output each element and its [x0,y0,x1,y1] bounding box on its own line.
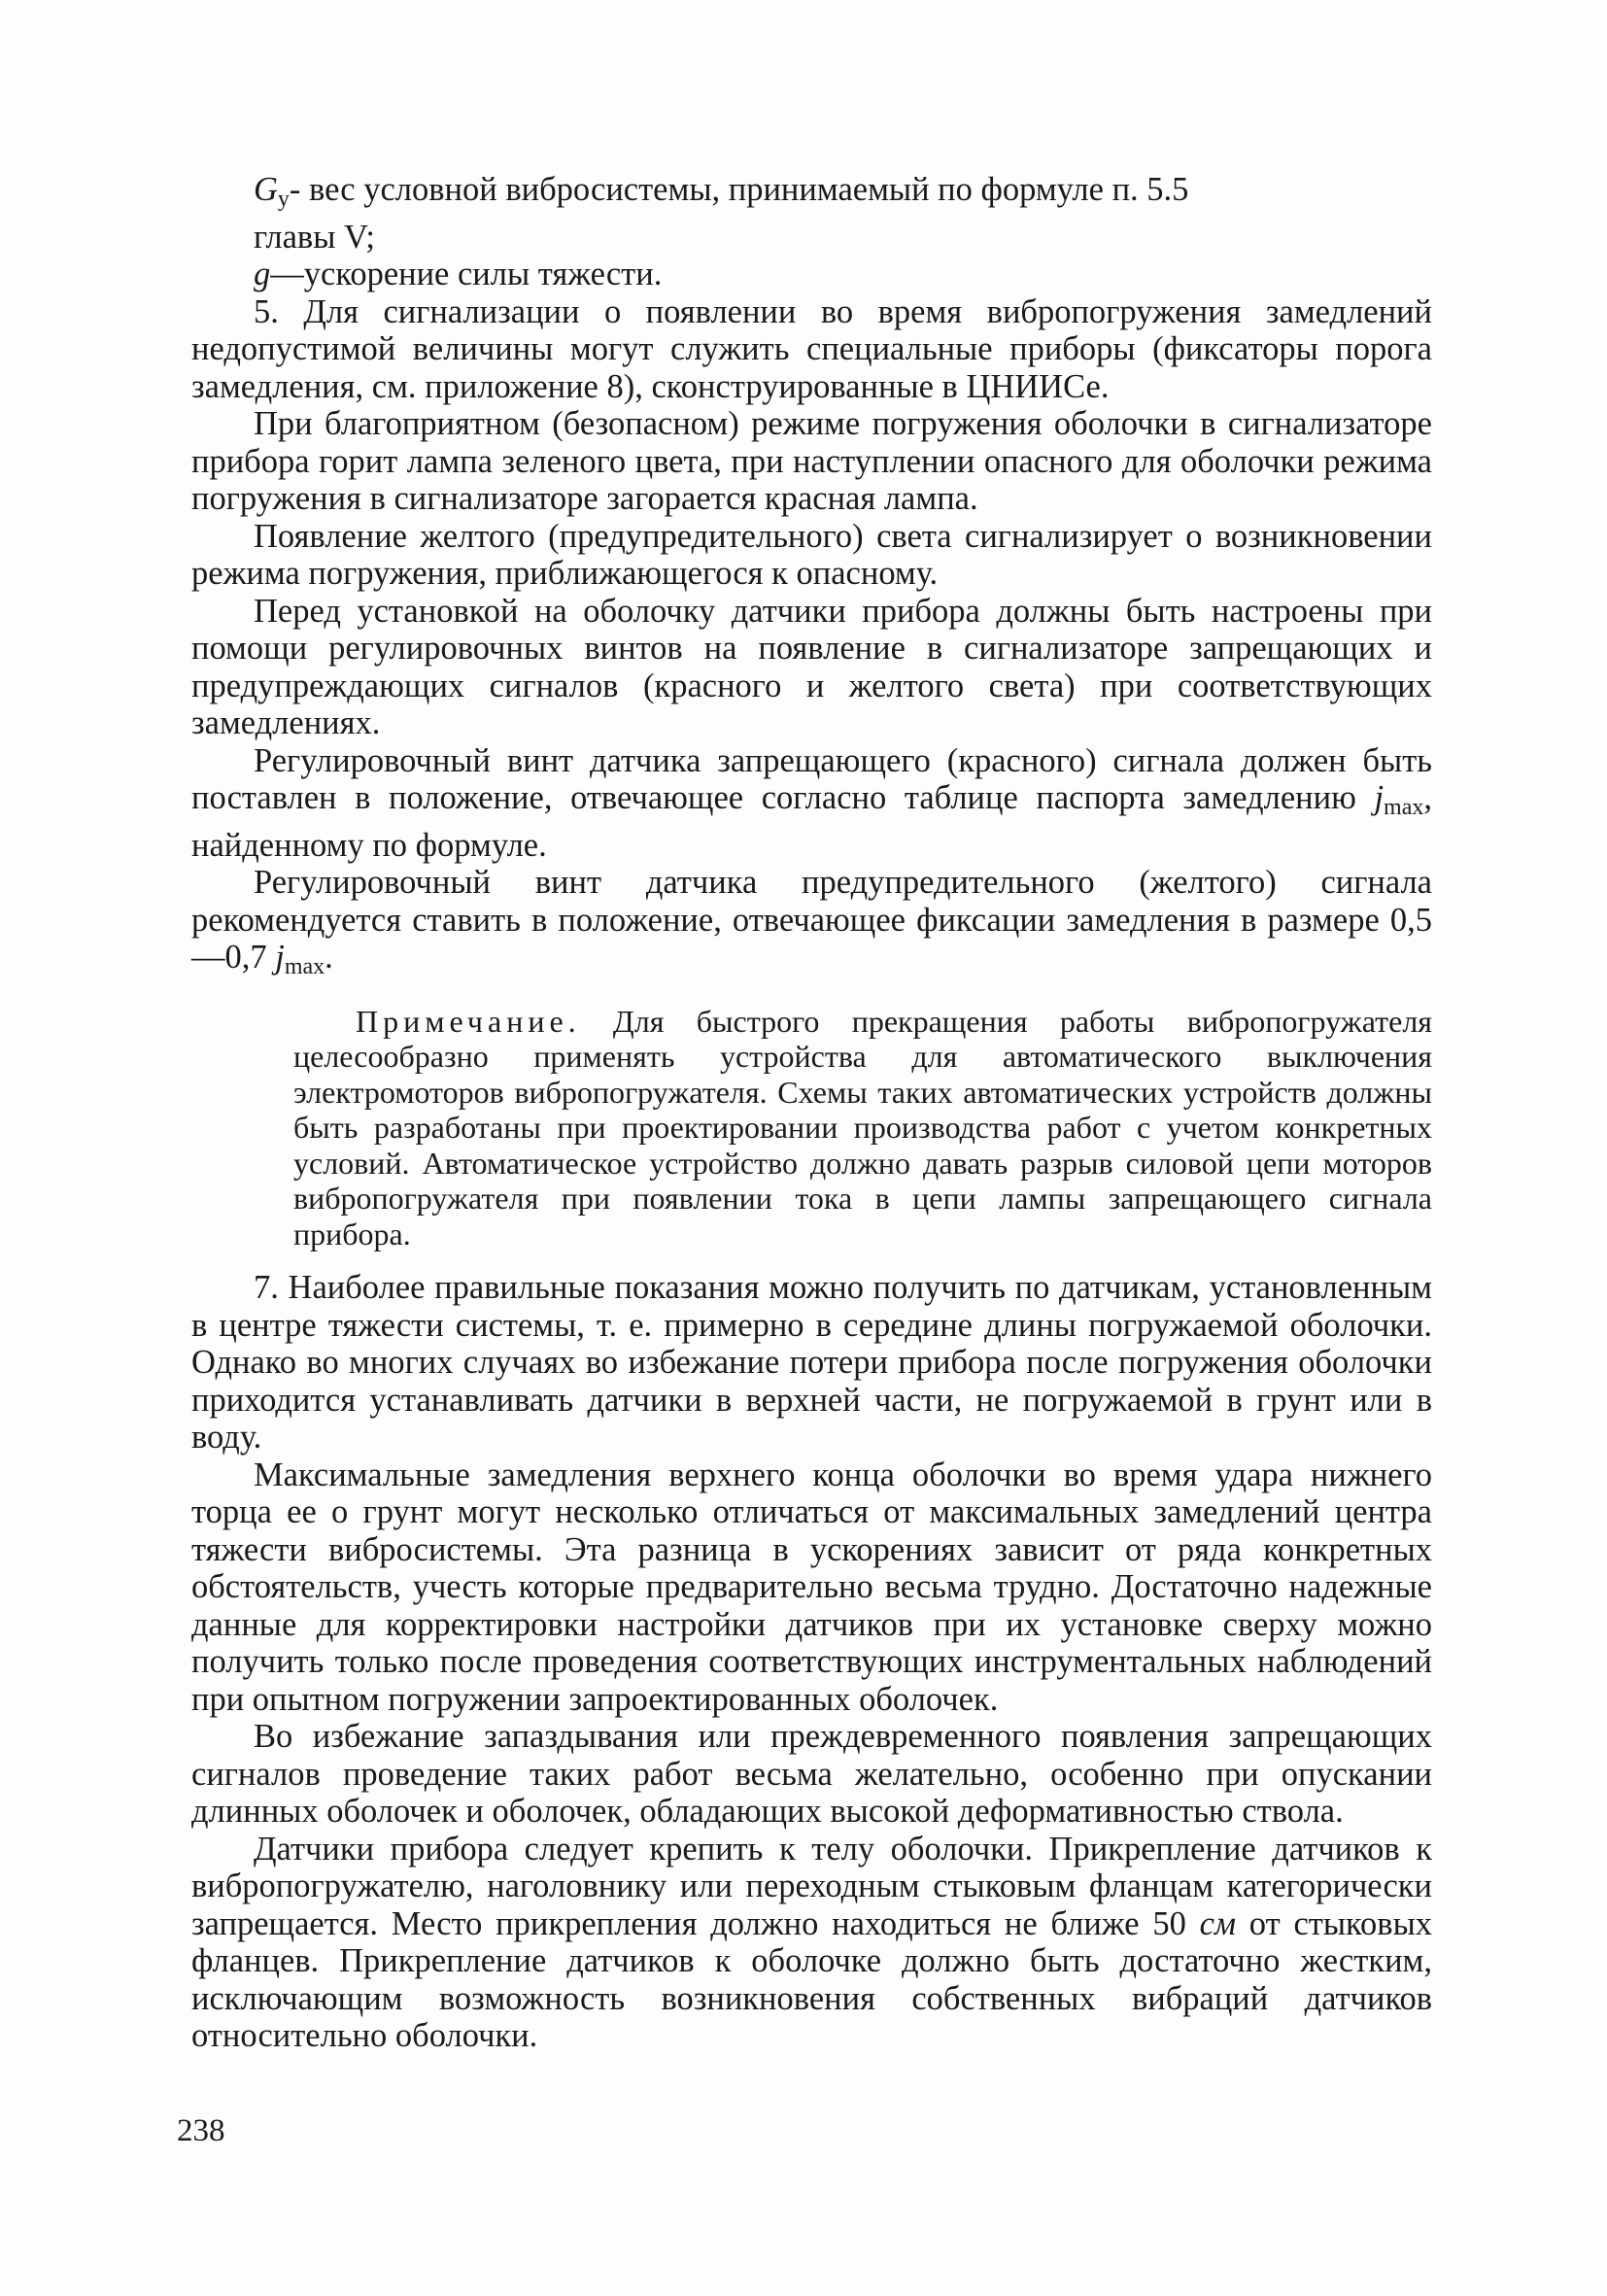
paragraph-avoid-delay: Во избежание запаздывания или преждевременного появления запрещающих сигналов проведение таких работ весьма желательно, особенно при опускании длинных оболочек и оболочек, обладающих высокой деформативностью ствола. [191,1718,1432,1830]
paragraph-max-decel: Максимальные замедления верхнего конца оболочки во время удара нижнего торца ее о грунт могут несколько отличаться от максимальных замедлений центра тяжести вибросистемы. Эта разница в ускорениях зависит от ряда конкретных обстоятельств, учесть которые предварительно весьма трудно. Достаточно надежные данные для корректировки настройки датчиков при их установке сверху можно получить только после проведения соответствующих инструментальных наблюдений при опытном погружении запроектированных оболочек. [191,1456,1432,1718]
paragraph-yellow-light: Появление желтого (предупредительного) света сигнализирует о возникновении режима погружения, приближающегося к опасному. [191,517,1432,592]
definition-gy: $G_у-$ вес условной вибросистемы, принимаемый по формуле п. 5.5 [254,171,1189,212]
note-paragraph: Примечание. Для быстрого прекращения работы вибропогружателя целесообразно применять устройства для автоматического выключения электромоторов вибропогружателя. Схемы таких автоматических устройств должны быть разработаны при проектировании производства работ с учетом конкретных условий. Автоматическое устройство должно давать разрыв силовой цепи моторов вибропогружателя при появлении тока в цепи лампы запрещающего сигнала прибора. [293,1003,1432,1251]
paragraph-before-install: Перед установкой на оболочку датчики прибора должны быть настроены при помощи регулировочных винтов на появление в сигнализаторе запрещающих и предупреждающих сигналов (красного и желтого света) при соответствующих замедлениях. [191,592,1432,741]
note-label: Примечание. [356,1003,581,1039]
page-number: 238 [177,2113,225,2148]
paragraph-red-screw: Регулировочный винт датчика запрещающего (красного) сигнала должен быть поставлен в положение, отвечающее согласно таблице паспорта замедлению $j_{max}$, найденному по формуле. [191,741,1432,864]
symbol-gy: $G_у$ [254,171,290,212]
symbol-jmax: $j_{max}$ [1374,779,1424,820]
definition-gy-continued: главы V; [254,218,375,256]
paragraph-attach-sensors: Датчики прибора следует крепить к телу оболочки. Прикрепление датчиков к вибропогружателю, наголовнику или переходным стыковым фланцам категорически запрещается. Место прикрепления должно находиться не ближе 50 см от стыковых фланцев. Прикрепление датчиков к оболочке должно быть достаточно жестким, исключающим возможность возникновения собственных вибраций датчиков относительно оболочки. [191,1830,1433,2054]
paragraph-yellow-screw: Регулировочный винт датчика предупредительного (желтого) сигнала рекомендуется ставить в положение, отвечающее фиксации замедления в размере 0,5—0,7 $j_{max}$. [191,864,1432,979]
body-text [191,171,1432,2055]
paragraph-7: 7. Наиболее правильные показания можно получить по датчикам, установленным в центре тяжести системы, т. е. примерно в середине длины погружаемой оболочки. Однако во многих случаях во избежание потери прибора после погружения оболочки приходится устанавливать датчики в верхней части, не погружаемой в грунт или в воду. [191,1269,1432,1456]
paragraph-safe-mode: При благоприятном (безопасном) режиме погружения оболочки в сигнализаторе прибора горит лампа зеленого цвета, при наступлении опасного для оболочки режима погружения в сигнализаторе загорается красная лампа. [191,405,1432,517]
definition-g: g—ускорение силы тяжести. [254,256,663,292]
symbol-g: g [254,256,271,292]
symbol-jmax: $j_{max}$ [275,939,325,979]
paragraph-5: 5. Для сигнализации о появлении во время вибропогружения замедлений недопустимой величины могут служить специальные приборы (фиксаторы порога замедления, см. приложение 8), сконструированные в ЦНИИСе. [191,292,1432,405]
note-block [293,1004,1432,1252]
